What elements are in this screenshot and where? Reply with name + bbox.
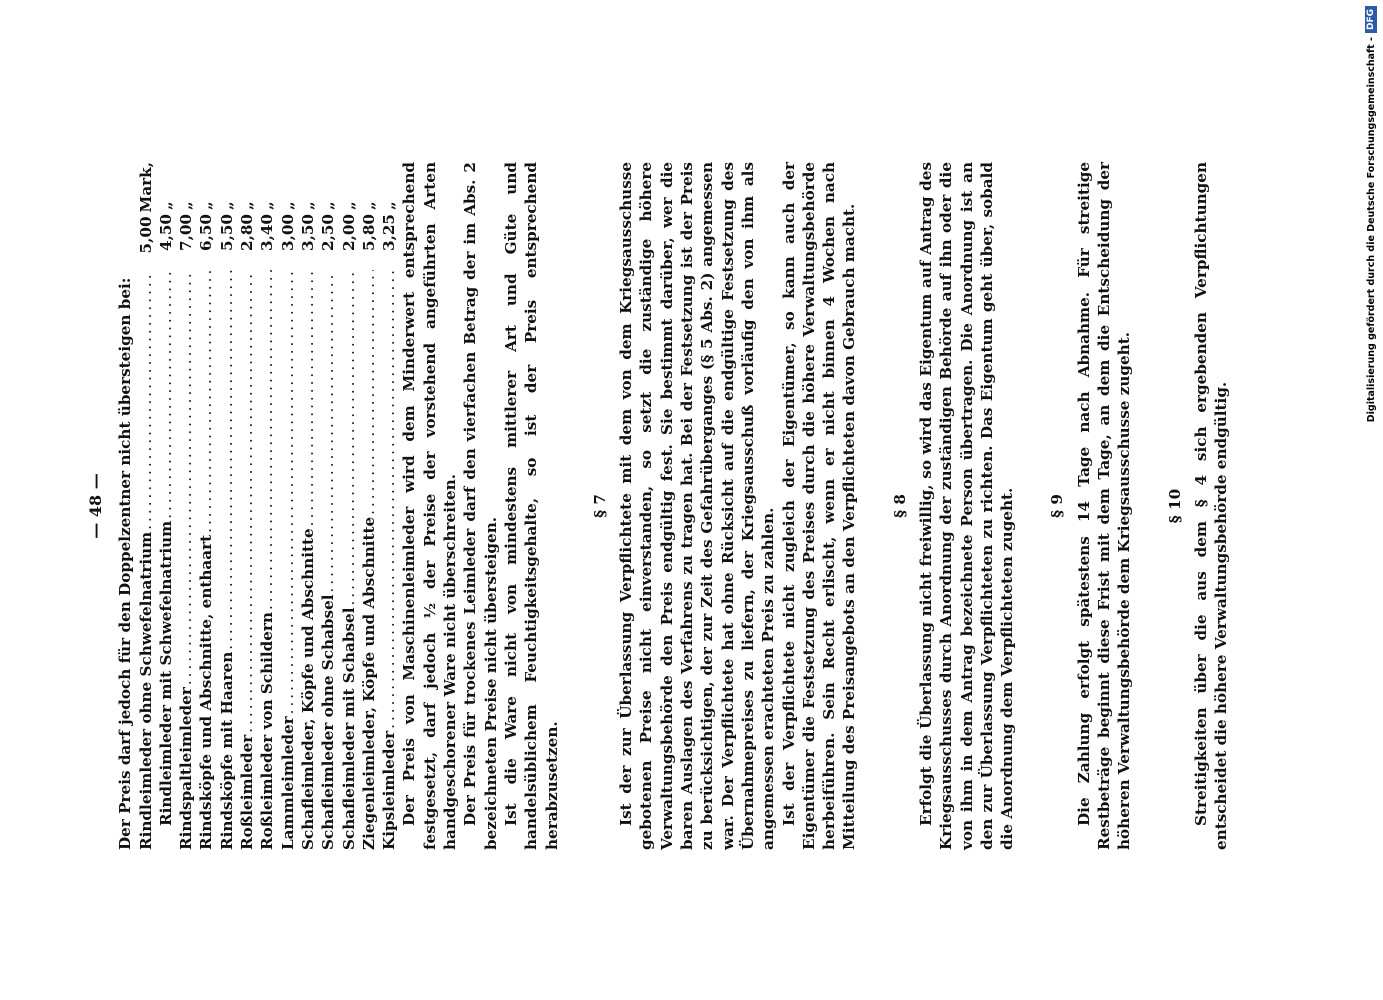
leader-dots [217, 270, 237, 650]
price-label: Rindspaltleimleder [177, 687, 196, 850]
price-unit: „ [197, 201, 216, 210]
price-row [318, 162, 338, 850]
price-row [257, 162, 277, 850]
price-amount: 6,50 [197, 214, 216, 251]
price-amount: 2,50 [319, 214, 338, 251]
leader-dots [257, 270, 277, 610]
price-label: Rindleimleder ohne Schwefelnatrium [136, 531, 155, 850]
leader-dots [359, 270, 379, 515]
section-paragraph: Ist der Verpflichtete nicht zugleich der Eigentümer, so kann auch der Eigentümer die Festsetzung des Preises durch die höhere Verwaltungsbehörde herbeiführen. Sein Recht erlischt, wenn er nicht binnen 4 Wochen nach Mitteilung des Preisangebots an den Verpflichteten davon Gebrauch macht. [779, 162, 859, 850]
price-label: Schafleimleder mit Schabsel [339, 607, 358, 850]
price-label: Roßleimleder [238, 734, 257, 850]
price-unit: „ [156, 201, 175, 210]
price-amount: 3,50 [298, 214, 317, 251]
price-unit: „ [217, 201, 236, 210]
price-row [156, 162, 176, 850]
body-paragraph: Der Preis für trockenes Leimleder darf den vierfachen Betrag der im Abs. 2 bezeichneten Preise nicht übersteigen. [461, 162, 500, 850]
price-unit: „ [380, 201, 399, 210]
leader-dots [237, 270, 257, 733]
price-amount: 5,50 [217, 214, 236, 251]
digitization-credit [1362, 6, 1380, 423]
section-paragraph: Die Zahlung erfolgt spätestens 14 Tage nach Abnahme. Für streitige Restbeträge beginnt diese Frist mit dem Tage, an dem die Entscheidung der höheren Verwaltungsbehörde dem Kriegsausschusse zugeht. [1074, 162, 1134, 850]
price-label: Lammleimleder [278, 716, 297, 850]
leader-dots [379, 270, 399, 729]
price-label: Schafleimleder ohne Schabsel [319, 594, 338, 850]
price-row [359, 162, 379, 850]
credit-text: Digitalisierung gefördert durch die Deutsche Forschungsgemeinschaft - [1365, 37, 1377, 423]
price-unit: „ [298, 201, 317, 210]
section-paragraph: Streitigkeiten über die aus dem § 4 sich ergebenden Verpflichtungen entscheidet die höhere Verwaltungsbehörde endgültig. [1191, 162, 1231, 850]
price-amount: 5,00 [136, 216, 155, 254]
leader-dots [196, 270, 216, 533]
price-row [136, 162, 156, 850]
price-amount: 3,00 [278, 214, 297, 251]
after-table-paragraphs [399, 162, 561, 850]
price-row [237, 162, 257, 850]
price-unit: „ [238, 201, 257, 210]
price-label: Rindsköpfe und Abschnitte, enthaart [197, 534, 216, 850]
intro-text: Der Preis darf jedoch für den Doppelzentner nicht übersteigen bei: [116, 277, 135, 850]
price-label: Roßleimleder von Schildern [258, 612, 277, 850]
section-heading: § 10 [1165, 488, 1184, 524]
price-row [278, 162, 298, 850]
price-row [176, 162, 196, 850]
price-amount: 3,40 [258, 214, 277, 251]
leader-dots [176, 270, 196, 685]
price-label: Ziegenleimleder, Köpfe und Abschnitte [359, 516, 378, 850]
price-unit: „ [258, 201, 277, 210]
price-unit: Mark, [136, 162, 155, 213]
price-label: Rindsköpfe mit Haaren [217, 651, 236, 850]
body-paragraph: Ist die Ware nicht von mindestens mittlerer Art und Güte und handelsüblichem Feuchtigkeitsgehalte, so ist der Preis entsprechend herabzusetzen. [501, 162, 561, 850]
price-amount: 7,00 [177, 214, 196, 251]
price-unit: „ [319, 201, 338, 210]
sections [590, 162, 1232, 850]
body-paragraph: Der Preis von Maschinenleimleder wird dem Minderwert entsprechend festgesetzt, darf jedoch ½ der Preise der vorstehend angeführten Arten handgeschorener Ware nicht überschreiten. [400, 162, 460, 850]
leader-dots [136, 272, 156, 529]
price-row [298, 162, 318, 850]
price-amount: 4,50 [156, 214, 175, 251]
price-label: Rindleimleder mit Schwefelnatrium [156, 520, 175, 826]
section-paragraph: Erfolgt die Überlassung nicht freiwillig, so wird das Eigentum auf Antrag des Kriegsausschusses durch Anordnung der zuständigen Behörde auf ihn oder die von ihm in dem Antrag bezeichnete Person übertragen. Die Anordnung ist an den zur Überlassung Verpflichteten zu richten. Das Eigentum geht über, sobald die Anordnung dem Verpflichteten zugeht. [916, 162, 1017, 850]
price-label: Kipsleimleder [380, 730, 399, 850]
price-amount: 2,00 [339, 214, 358, 251]
price-row [339, 162, 359, 850]
price-amount: 3,25 [380, 214, 399, 251]
section-paragraph: Ist der zur Überlassung Verpflichtete mit dem von dem Kriegsausschusse gebotenen Preise nicht einverstanden, so setzt die zuständige höhere Verwaltungsbehörde den Preis endgültig fest. Sie bestimmt darüber, wer die baren Auslagen des Verfahrens zu tragen hat. Bei der Festsetzung ist der Preis zu berücksichtigen, der zur Zeit des Gefahrüberganges (§ 5 Abs. 2) angemessen war. Der Verpflichtete hat ohne Rücksicht auf die endgültige Festsetzung des Übernahmepreises zu liefern, der Kriegsausschuß vorläufig den von ihm als angemessen erachteten Preis zu zahlen. [617, 162, 778, 850]
price-amount: 2,80 [238, 214, 257, 251]
leader-dots [339, 270, 359, 606]
price-unit: „ [339, 201, 358, 210]
leader-dots [318, 270, 338, 592]
leader-dots [156, 270, 176, 519]
price-row [217, 162, 237, 850]
section-heading: § 8 [890, 494, 909, 518]
page-content [86, 162, 1232, 850]
page-number: — 48 — [86, 473, 105, 539]
price-unit: „ [177, 201, 196, 210]
price-row [379, 162, 399, 850]
price-unit: „ [359, 201, 378, 210]
price-row [196, 162, 216, 850]
section-heading: § 7 [590, 494, 609, 518]
price-label: Schafleimleder, Köpfe und Abschnitte [298, 528, 317, 850]
price-table [136, 162, 400, 850]
dfg-logo: DFG [1365, 6, 1377, 33]
price-amount: 5,80 [359, 214, 378, 251]
price-unit: „ [278, 201, 297, 210]
leader-dots [278, 270, 298, 714]
section-heading: § 9 [1048, 494, 1067, 518]
leader-dots [298, 270, 318, 526]
